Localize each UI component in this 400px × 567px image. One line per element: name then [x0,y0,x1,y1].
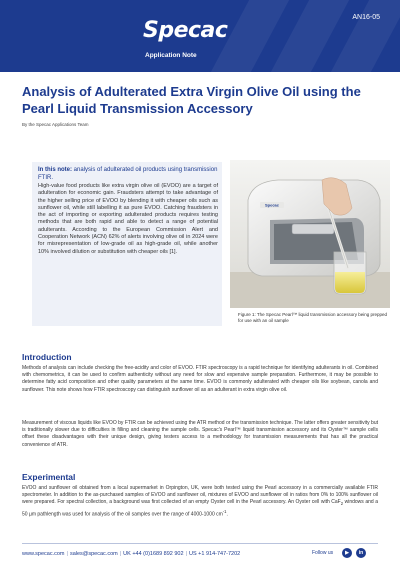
linkedin-icon[interactable] [356,548,366,558]
experimental-heading: Experimental [22,472,76,482]
pearl-accessory-illustration [230,160,390,308]
page-title: Analysis of Adulterated Extra Virgin Olive Oil using the Pearl Liquid Transmission Accessory [22,84,361,116]
introduction-paragraph-2: Measurement of viscous liquids like EVOO by FTIR can be achieved using the ATR method or the transmission technique. The latter offers greater sensitivity but is traditionally slower due to difficulties in filling and cleaning the sample cells. Specac's Pearl™ liquid transmission accessory and its Oyster™ sample cells offset these disadvantages with their unique design, giving testers access to a methodology for transmission measurements that has all the practical convenience of ATR. [22,420,378,448]
introduction-paragraph-1: Methods of analysis can include checking the free-acidity and color of EVOO. FTIR spectroscopy is a rapid technique for identifying adulterants in oil. Combined with chemometrics, it can be used to confirm authenticity without any need for slow and expensive sample preparation. Furthermore, it may be possible to determine fatty acid composition and other quality parameters at the same time. EVOO is commonly adulterated with cheaper oils like soybean, canola and sunflower. This note shows how FTIR spectroscopy can distinguish sunflower oil as an adulterant in extra virgin olive oil. [22,365,378,393]
note-heading [38,166,218,182]
product-photo [230,160,390,308]
linkedin-glyph: in [358,550,364,556]
specac-logo: Specac [143,18,228,43]
experimental-superscript: -1 [222,508,227,514]
introduction-heading: Introduction [22,352,72,362]
device-brand-text: Specac [264,202,280,208]
youtube-icon[interactable] [342,548,352,558]
footer-contacts: www.specac.com | sales@specac.com | UK +44 (0)1689 892 902 | US +1 914-747-7202 [22,551,241,557]
note-heading-bold: In this note: [38,167,72,173]
footer-divider [22,543,378,544]
experimental-text-end: . [226,511,228,518]
youtube-glyph: ▶ [345,550,349,556]
experimental-subscript: 2 [340,501,344,507]
uk-phone: UK +44 (0)1689 892 902 [123,551,184,557]
document-number: AN16-05 [352,14,380,21]
us-phone: US +1 914-747-7202 [189,551,241,557]
email-link[interactable]: sales@specac.com [69,551,118,557]
experimental-paragraph [22,485,378,518]
note-heading-text: analysis of adulterated oil products using transmission FTIR. [38,167,218,181]
byline: By the Specac Applications Team [22,122,89,127]
experimental-text-2: windows and a 50 µm pathlength was used for analysis of the oil samples over the range of 4000-1000 cm [22,499,378,518]
application-note-label: Application Note [145,52,197,59]
website-link[interactable]: www.specac.com [22,551,65,557]
header-banner [0,0,400,72]
follow-us-label: Follow us [312,550,334,556]
note-body: High-value food products like extra virgin olive oil (EVOO) are a target of adulteration for economic gain. Fraudsters attempt to take advantage of the higher selling price of EVOO by blending it with cheaper oils such as sunflower oil, while still labelling it as pure EVOO. Catching fraudsters in the act of importing or exporting adulterated products requires testing methods that are both rapid and able to detect a range of potential adulterants. According to the European Commission Alert and Cooperation Network (ACN) 62% of alerts involving olive oil in 2024 were for misrepresentation of low-grade oil as high-grade oil, while another 10% involved dilution or substitution with cheaper oils [1]. [38,183,218,255]
figure-caption: Figure 1: The Specac Pearl™ liquid transmission accessory being prepped for use with an oil sample [238,312,387,323]
experimental-text-1: EVOO and sunflower oil obtained from a local supermarket in Orpington, UK, were both tested using the Pearl accessory in a commercially available FTIR spectrometer. In addition to the as-purchased samples of EVOO and sunflower oil, mixtures of EVOO and sunflower oil in ratios from 0% to 100% sunflower oil were prepared. For spectral collection, a background was first collected of an empty Oyster cell in the Pearl accessory. An Oyster cell with CaF [22,485,378,506]
